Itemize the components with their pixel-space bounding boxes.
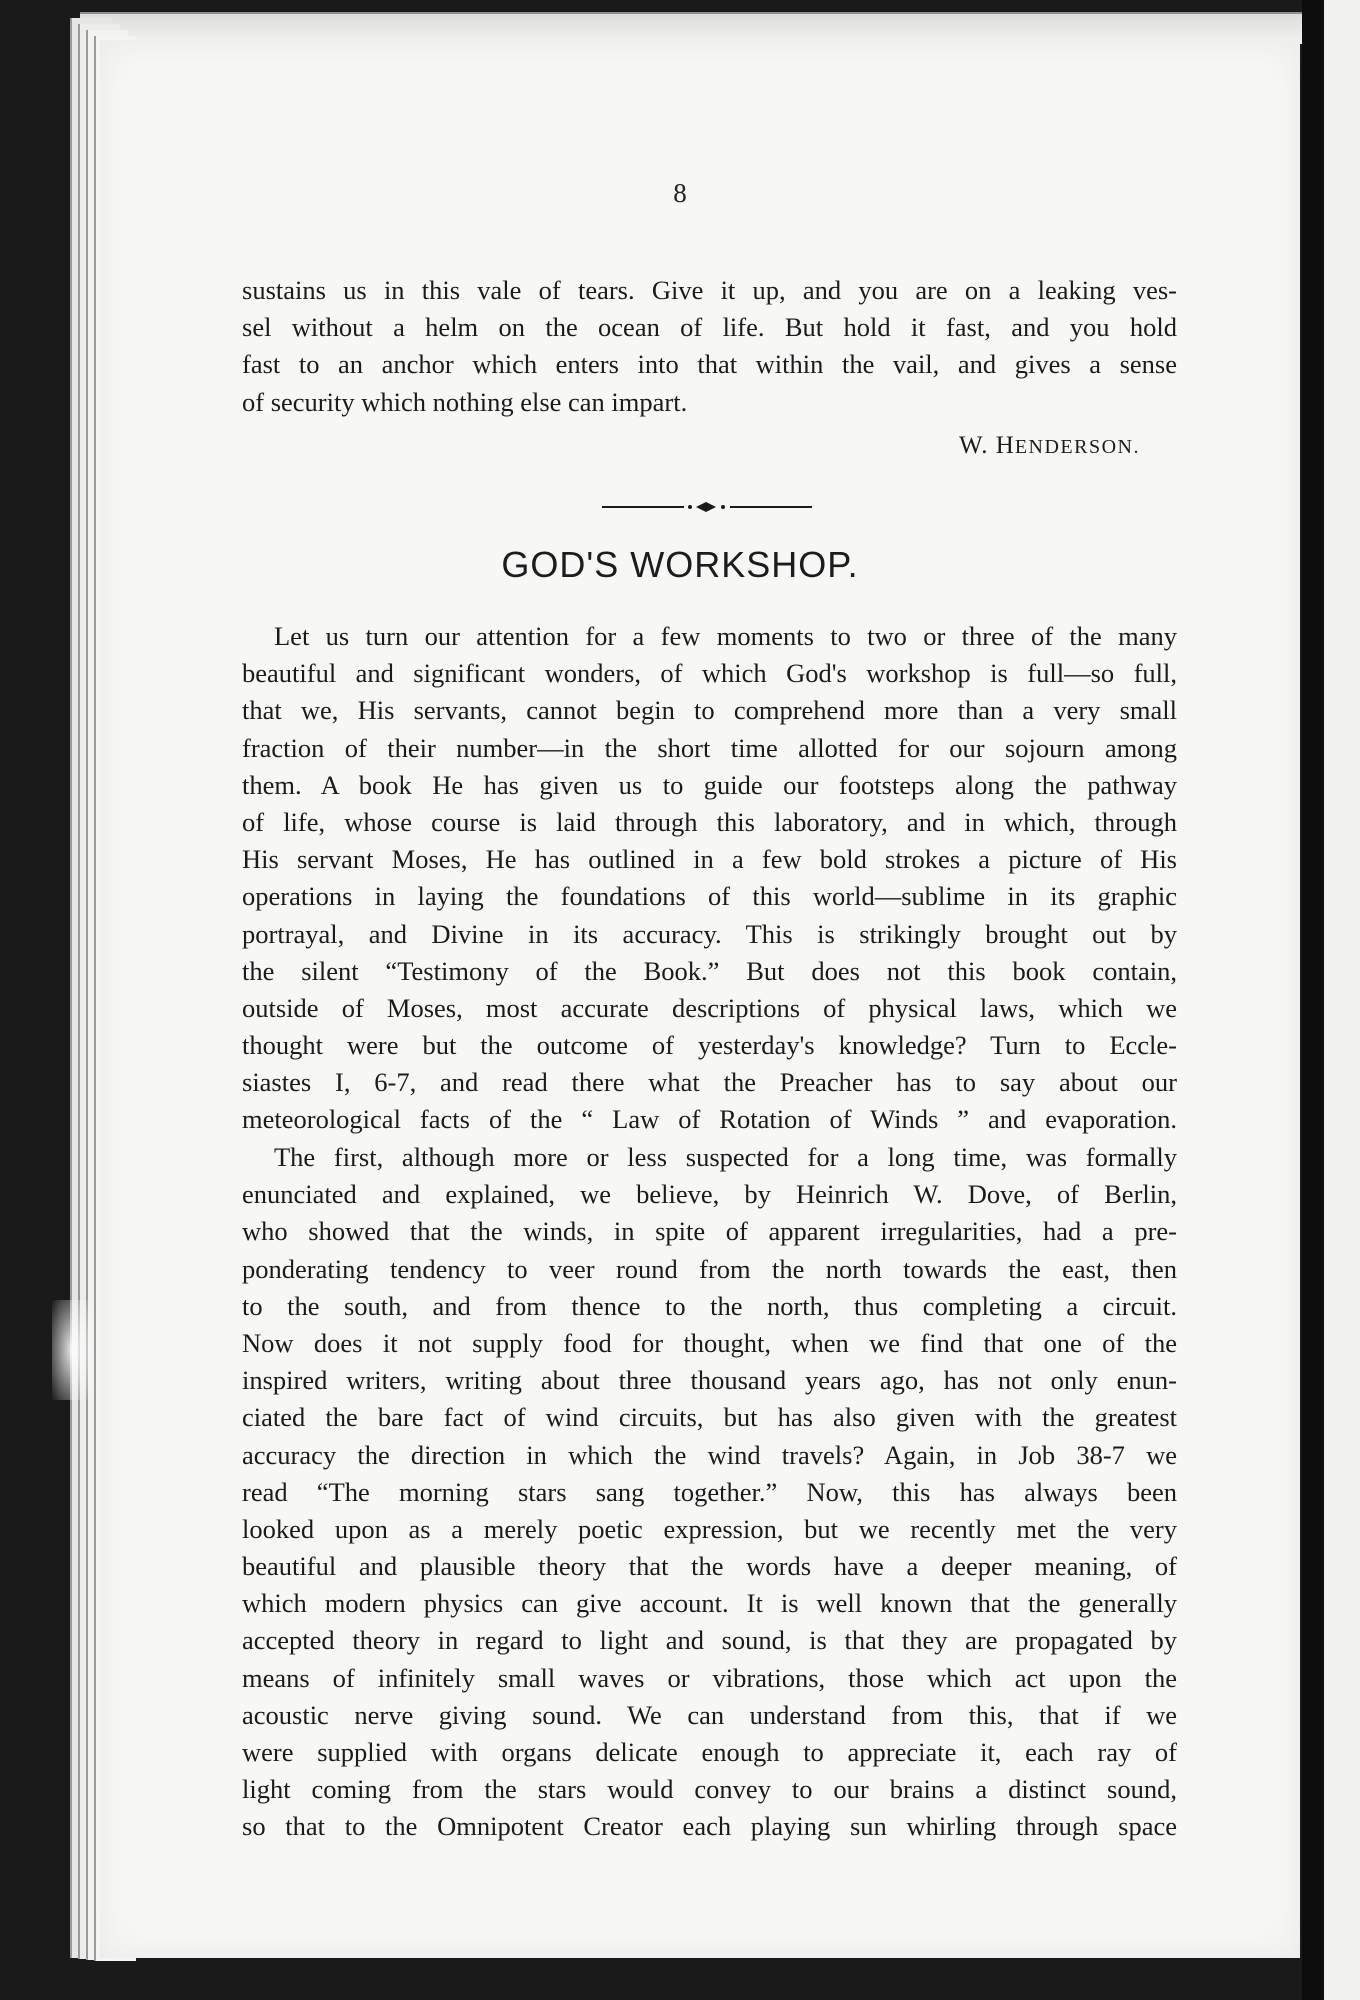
text-line: siastes I, 6-7, and read there what the Preacher has to say about our bbox=[242, 1067, 1177, 1098]
text-line: fast to an anchor which enters into that within the vail, and gives a sense bbox=[242, 349, 1177, 380]
text-line: enunciated and explained, we believe, by Heinrich W. Dove, of Berlin, bbox=[242, 1179, 1177, 1210]
text-line: accepted theory in regard to light and sound, is that they are propagated by bbox=[242, 1625, 1177, 1656]
text-line: beautiful and plausible theory that the words have a deeper meaning, of bbox=[242, 1551, 1177, 1582]
next-page-edge bbox=[1324, 0, 1360, 2000]
body-paragraph-2 bbox=[242, 1139, 1177, 1846]
text-line: fraction of their number—in the short time allotted for our sojourn among bbox=[242, 732, 1177, 763]
gutter-shadow bbox=[1302, 0, 1324, 2000]
section-divider-ornament bbox=[602, 500, 812, 514]
text-line: operations in laying the foundations of this world—sublime in its graphic bbox=[242, 881, 1177, 912]
signature-surname: ENDERSON. bbox=[1014, 436, 1140, 458]
signature-initial: W. H bbox=[958, 432, 1015, 459]
scan-blemish bbox=[52, 1300, 92, 1400]
text-line: looked upon as a merely poetic expression, but we recently met the very bbox=[242, 1513, 1177, 1544]
text-line: Now does it not supply food for thought, when we find that one of the bbox=[242, 1327, 1177, 1358]
text-line: portrayal, and Divine in its accuracy. This is strikingly brought out by bbox=[242, 918, 1177, 949]
text-line: thought were but the outcome of yesterday's knowledge? Turn to Eccle- bbox=[242, 1030, 1177, 1061]
text-line: light coming from the stars would convey to our brains a distinct sound, bbox=[242, 1774, 1177, 1805]
body-paragraph-1 bbox=[242, 618, 1177, 1139]
text-line: who showed that the winds, in spite of apparent irregularities, had a pre- bbox=[242, 1216, 1177, 1247]
text-line: them. A book He has given us to guide our footsteps along the pathway bbox=[242, 769, 1177, 800]
text-line: ciated the bare fact of wind circuits, but has also given with the greatest bbox=[242, 1402, 1177, 1433]
text-line: beautiful and significant wonders, of which God's workshop is full—so full, bbox=[242, 658, 1177, 689]
text-line: His servant Moses, He has outlined in a few bold strokes a picture of His bbox=[242, 844, 1177, 875]
text-line: inspired writers, writing about three thousand years ago, has not only enun- bbox=[242, 1365, 1177, 1396]
text-line: the silent “Testimony of the Book.” But does not this book contain, bbox=[242, 955, 1177, 986]
intro-paragraph bbox=[242, 272, 1177, 421]
text-line: which modern physics can give account. It is well known that the generally bbox=[242, 1588, 1177, 1619]
text-line: outside of Moses, most accurate descriptions of physical laws, which we bbox=[242, 992, 1177, 1023]
text-line: of security which nothing else can impart. bbox=[242, 386, 688, 417]
text-line: sel without a helm on the ocean of life. But hold it fast, and you hold bbox=[242, 312, 1177, 343]
text-line: that we, His servants, cannot begin to comprehend more than a very small bbox=[242, 695, 1177, 726]
text-line: of life, whose course is laid through this laboratory, and in which, through bbox=[242, 806, 1177, 837]
text-line: means of infinitely small waves or vibrations, those which act upon the bbox=[242, 1662, 1177, 1693]
text-line: The first, although more or less suspected for a long time, was formally bbox=[274, 1142, 1177, 1172]
text-line: to the south, and from thence to the north, thus completing a circuit. bbox=[242, 1290, 1177, 1321]
text-line: acoustic nerve giving sound. We can understand from this, that if we bbox=[242, 1699, 1177, 1730]
text-line: read “The morning stars sang together.” Now, this has always been bbox=[242, 1476, 1177, 1507]
article-title: GOD'S WORKSHOP. bbox=[501, 544, 859, 585]
text-line: Let us turn our attention for a few moments to two or three of the many bbox=[274, 621, 1177, 651]
text-line: sustains us in this vale of tears. Give it up, and you are on a leaking ves- bbox=[242, 275, 1177, 305]
text-line: accuracy the direction in which the wind travels? Again, in Job 38-7 we bbox=[242, 1439, 1177, 1470]
text-line: meteorological facts of the “ Law of Rotation of Winds ” and evaporation. bbox=[242, 1104, 1177, 1135]
text-line: ponderating tendency to veer round from the north towards the east, then bbox=[242, 1253, 1177, 1284]
text-line: were supplied with organs delicate enough to appreciate it, each ray of bbox=[242, 1737, 1177, 1767]
text-line: so that to the Omnipotent Creator each playing sun whirling through space bbox=[242, 1811, 1177, 1842]
author-signature bbox=[959, 432, 1140, 460]
page-number: 8 bbox=[673, 178, 687, 208]
